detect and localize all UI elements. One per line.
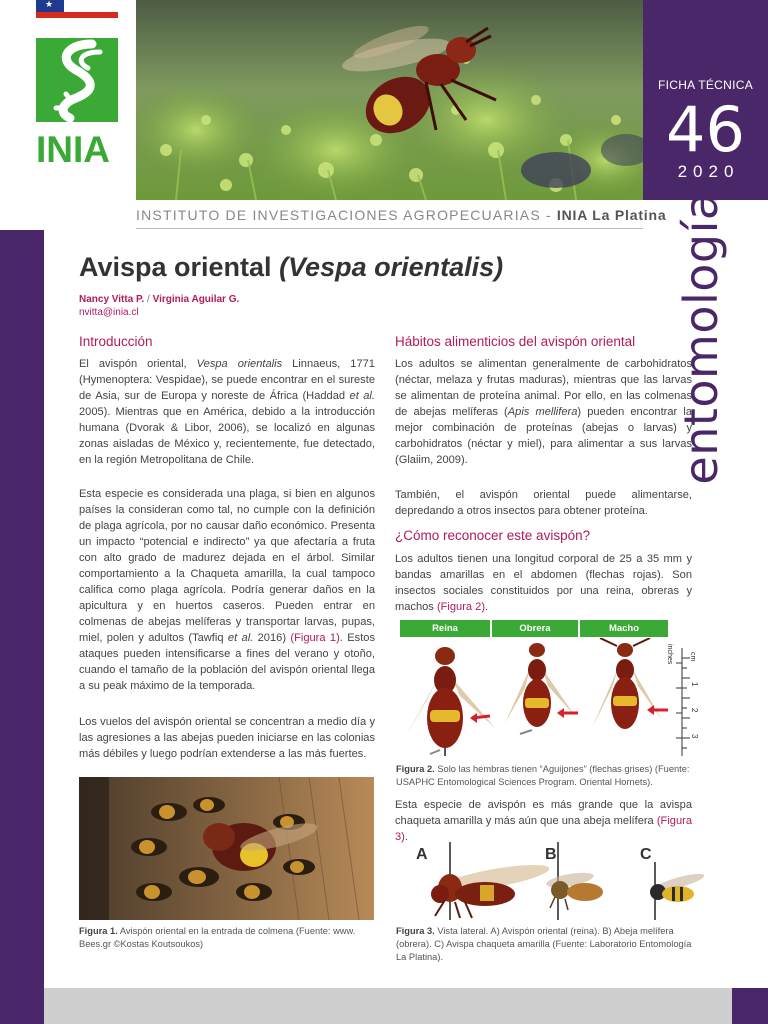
tab-reina: Reina bbox=[400, 620, 490, 637]
inia-logo-icon bbox=[36, 38, 118, 122]
figure-3-caption: Figura 3. Vista lateral. A) Avispón oriental (reina). B) Abeja melífera (obrera). C) Avispa chaqueta amarilla (Fuente: Laboratorio Entomología La Platina). bbox=[396, 926, 692, 962]
recognize-heading: ¿Cómo reconocer este avispón? bbox=[395, 528, 591, 543]
figure-1-caption: Figura 1. Avispón oriental en la entrada de colmena (Fuente: www. Bees.gr ©Kostas Koutsoukos) bbox=[79, 926, 356, 949]
footer-corner bbox=[732, 988, 768, 1024]
figure-3-reference[interactable]: (Figura 3) bbox=[395, 815, 692, 843]
hornet-side-icon bbox=[431, 842, 551, 920]
institute-name: INSTITUTO DE INVESTIGACIONES AGROPECUARIAS - bbox=[136, 207, 557, 223]
logo-wordmark: INIA bbox=[36, 129, 110, 170]
recognize-paragraph-2: Esta especie de avispón es más grande que la avispa chaqueta amarilla y más aún que una abeja melífera (Figura 3). bbox=[395, 799, 692, 843]
author-1: Nancy Vitta P. bbox=[79, 294, 145, 305]
ficha-number: 46 bbox=[666, 93, 745, 166]
habits-paragraph-1: Los adultos se alimentan generalmente de carbohidratos (néctar, melaza y frutas maduras), mientras que las larvas se alimentan de proteína animal. Por ello, en las colmenas de abejas melíferas (Apis mellifera) pueden encontrar la mejor combinación de proteínas (abejas o larvas) y carbohidratos (néctar y miel), para alimentar a sus larvas (Glaiim, 2009). bbox=[395, 358, 692, 466]
intro-paragraph-2: Esta especie es considerada una plaga, si bien en algunos países la consideran como tal, no cumple con la definición de plaga agrícola, por no causar daño económico. Presenta un impacto “potencial e indirecto” ya que afectaría a fruta con alto grado de madurez dejada en el árbol. Similar comportamiento a la Chaqueta amarilla, la cual tampoco califica como plaga agrícola. Podría generar daños en la apicultura y en huertos caseros. Pueden entrar en colmenas de abejas melíferas y transportar larvas, pupas, miel, polen y adultos (Tawfiq et al. 2016) (Figura 1). Estos ataques pueden intensificarse a fines del verano y otoño, cuando el tamaño de la población del avispón oriental llega a su peak máximo de la temporada. bbox=[79, 488, 376, 692]
left-side-bar bbox=[0, 230, 44, 1024]
figure-3-letter-c: C bbox=[640, 846, 652, 863]
figure-2-reference[interactable]: (Figura 2) bbox=[436, 601, 486, 613]
title-scientific: (Vespa orientalis) bbox=[279, 252, 504, 282]
intro-paragraph-1: El avispón oriental, Vespa orientalis Linnaeus, 1771 (Hymenoptera: Vespidae), se puede encontrar en el sureste de Asia, sur de Europa y noreste de África (Haddad et al. 2005). Mientras que en América, debido a la introducción humana (Dvorak & Libor, 2006), se localizó en algunas zonas aisladas de México y, recientemente, fue detectado, en la región Metropolitana de Chile. bbox=[79, 358, 375, 466]
ruler-icon bbox=[666, 644, 699, 756]
recognize-paragraph-1: Los adultos tienen una longitud corporal de 25 a 35 mm y bandas amarillas en el abdomen (flechas rojas). Son insectos sociales constituidos por una reina, obreras y machos (Figura 2). bbox=[395, 553, 692, 613]
institute-unit: INIA La Platina bbox=[556, 207, 667, 223]
page-title bbox=[79, 252, 503, 283]
ruler-mark-1: 1 bbox=[690, 682, 699, 687]
male-hornet-icon bbox=[592, 638, 662, 729]
figure-1-image bbox=[79, 777, 374, 920]
author-separator: / bbox=[144, 294, 153, 305]
intro-heading: Introducción bbox=[79, 334, 153, 349]
author-2: Virginia Aguilar G. bbox=[152, 294, 240, 305]
title-common: Avispa oriental bbox=[79, 252, 280, 282]
inia-logo bbox=[36, 38, 118, 170]
chile-flag-icon bbox=[36, 0, 118, 18]
ficha-tecnica-box bbox=[643, 0, 768, 200]
yellowjacket-side-icon bbox=[650, 862, 705, 920]
category-text: entomología bbox=[674, 191, 728, 485]
ficha-year: 2020 bbox=[677, 162, 740, 181]
figure-3-image bbox=[410, 842, 710, 920]
habits-heading: Hábitos alimenticios del avispón oriental bbox=[395, 334, 636, 349]
habits-paragraph-2: También, el avispón oriental puede alimentarse, depredando a otros insectos para obtener proteína. bbox=[395, 489, 692, 517]
author-email-link[interactable]: nvitta@inia.cl bbox=[79, 307, 139, 318]
figure-3-letter-a: A bbox=[416, 846, 428, 863]
ruler-mark-3: 3 bbox=[690, 734, 699, 739]
queen-hornet-icon bbox=[405, 647, 495, 756]
figure-2-tabs bbox=[400, 620, 668, 637]
tab-macho: Macho bbox=[580, 620, 668, 637]
authors bbox=[79, 294, 239, 305]
tab-obrera: Obrera bbox=[492, 620, 578, 637]
figure-3-letter-b: B bbox=[545, 846, 557, 863]
figure-2-image bbox=[400, 638, 700, 760]
institute-line bbox=[136, 207, 667, 223]
ruler-mark-2: 2 bbox=[690, 708, 699, 713]
ruler-inches-label: inches bbox=[666, 644, 673, 665]
hero-image bbox=[136, 0, 643, 200]
figure-1-reference[interactable]: (Figura 1) bbox=[290, 632, 340, 644]
header-divider bbox=[136, 228, 643, 229]
footer-band bbox=[44, 988, 732, 1024]
figure-2-caption: Figura 2. Solo las hembras tienen “Aguijones” (flechas grises) (Fuente: USAPHC Entomological Sciences Program. Oriental Hornets). bbox=[396, 764, 690, 787]
intro-paragraph-3: Los vuelos del avispón oriental se concentran a medio día y las agresiones a las abejas pueden iniciarse en las colonias más débiles y luego podrían extenderse a las más fuertes. bbox=[79, 716, 375, 760]
ruler-cm-label: cm bbox=[689, 652, 696, 662]
ficha-label: FICHA TÉCNICA bbox=[657, 78, 754, 92]
